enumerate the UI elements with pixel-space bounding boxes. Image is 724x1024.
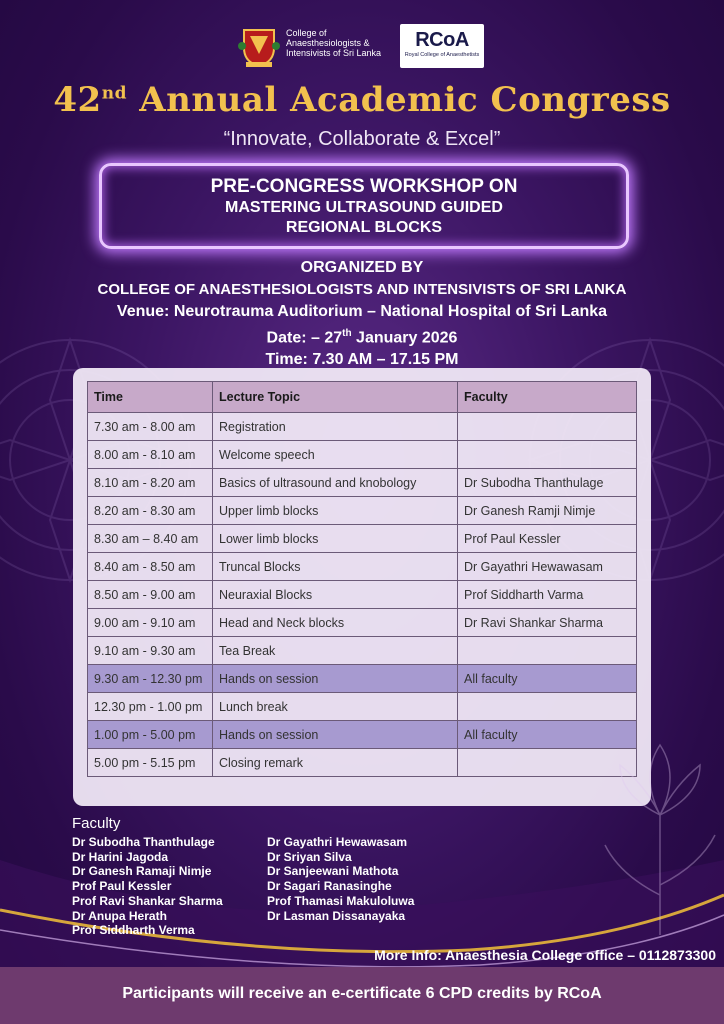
cell-topic: Closing remark (213, 749, 458, 777)
table-row (88, 441, 637, 469)
rcoa-logo (400, 24, 484, 68)
cell-faculty (458, 693, 637, 721)
cell-time: 7.30 am - 8.00 am (88, 413, 213, 441)
cell-topic: Neuraxial Blocks (213, 581, 458, 609)
college-crest-logo (238, 24, 280, 68)
more-info-contact: More Info: Anaesthesia College office – 0112873300 (374, 947, 716, 963)
congress-title (0, 80, 724, 120)
cell-faculty: Dr Subodha Thanthulage (458, 469, 637, 497)
header-faculty: Faculty (458, 382, 637, 413)
organizer-block (0, 257, 724, 371)
cell-time: 9.00 am - 9.10 am (88, 609, 213, 637)
schedule-card (73, 368, 651, 806)
title-ordinal-suffix: nd (101, 83, 127, 104)
cell-time: 8.50 am - 9.00 am (88, 581, 213, 609)
cell-topic: Hands on session (213, 721, 458, 749)
date-month-year: January 2026 (351, 329, 458, 347)
table-row (88, 693, 637, 721)
cell-time: 5.00 pm - 5.15 pm (88, 749, 213, 777)
date-text (0, 323, 724, 349)
faculty-name: Dr Sriyan Silva (267, 849, 352, 864)
table-row (88, 637, 637, 665)
cell-topic: Upper limb blocks (213, 497, 458, 525)
faculty-name: Prof Ravi Shankar Sharma (72, 893, 223, 908)
schedule-header-row (88, 382, 637, 413)
faculty-name: Dr Harini Jagoda (72, 849, 169, 864)
faculty-name: Dr Lasman Dissanayaka (267, 908, 406, 923)
faculty-name: Dr Anupa Herath (72, 908, 167, 923)
table-row (88, 525, 637, 553)
schedule-table (87, 381, 637, 777)
cell-faculty: Prof Paul Kessler (458, 525, 637, 553)
date-suffix-sup: th (342, 328, 352, 339)
cell-faculty: All faculty (458, 665, 637, 693)
cell-topic: Lower limb blocks (213, 525, 458, 553)
cell-faculty: All faculty (458, 721, 637, 749)
cell-faculty (458, 637, 637, 665)
rcoa-logo-text: RCoA (415, 29, 469, 51)
cell-topic: Truncal Blocks (213, 553, 458, 581)
title-text: Annual Academic Congress (126, 80, 671, 120)
cell-topic: Tea Break (213, 637, 458, 665)
cell-time: 1.00 pm - 5.00 pm (88, 721, 213, 749)
cell-topic: Welcome speech (213, 441, 458, 469)
header-topic: Lecture Topic (213, 382, 458, 413)
organized-by-label: ORGANIZED BY (300, 259, 424, 276)
date-prefix: Date: – 27 (266, 329, 343, 347)
workshop-line-1: PRE-CONGRESS WORKSHOP ON (210, 176, 518, 197)
footer-bar (0, 967, 724, 1024)
table-row (88, 665, 637, 693)
venue-text: Venue: Neurotrauma Auditorium – National Hospital of Sri Lanka (116, 303, 608, 320)
workshop-line-2: MASTERING ULTRASOUND GUIDED (225, 199, 503, 216)
faculty-name: Dr Sagari Ranasinghe (267, 879, 392, 894)
table-row (88, 749, 637, 777)
cell-topic: Registration (213, 413, 458, 441)
rcoa-logo-subtext: Royal College of Anaesthetists (404, 52, 480, 58)
faculty-list-column-2 (267, 835, 414, 923)
lotus-flower-decoration (600, 735, 720, 935)
organizer-name: COLLEGE OF ANAESTHESIOLOGISTS AND INTENSIVISTS OF SRI LANKA (97, 281, 627, 298)
table-row (88, 609, 637, 637)
header-logos (0, 22, 724, 70)
table-row (88, 721, 637, 749)
college-name-line: College of (286, 28, 327, 38)
table-row (88, 581, 637, 609)
cell-topic: Hands on session (213, 665, 458, 693)
faculty-name: Prof Thamasi Makuloluwa (267, 893, 415, 908)
footer-text: Participants will receive an e-certificate 6 CPD credits by RCoA (122, 985, 602, 1002)
cell-faculty: Dr Gayathri Hewawasam (458, 553, 637, 581)
faculty-name: Dr Subodha Thanthulage (72, 835, 215, 849)
faculty-name: Prof Paul Kessler (72, 879, 172, 894)
faculty-heading: Faculty (72, 815, 121, 832)
title-ordinal: 42 (53, 80, 102, 120)
cell-time: 8.20 am - 8.30 am (88, 497, 213, 525)
faculty-name: Prof Siddharth Verma (72, 923, 195, 938)
table-row (88, 469, 637, 497)
faculty-name: Dr Ganesh Ramaji Nimje (72, 864, 212, 879)
cell-time: 12.30 pm - 1.00 pm (88, 693, 213, 721)
congress-tagline: “Innovate, Collaborate & Excel” (223, 128, 501, 150)
cell-time: 8.30 am – 8.40 am (88, 525, 213, 553)
cell-topic: Basics of ultrasound and knobology (213, 469, 458, 497)
time-text: Time: 7.30 AM – 17.15 PM (265, 351, 459, 369)
cell-faculty (458, 441, 637, 469)
cell-topic: Head and Neck blocks (213, 609, 458, 637)
cell-faculty: Prof Siddharth Varma (458, 581, 637, 609)
workshop-title-box (99, 163, 629, 249)
cell-time: 9.10 am - 9.30 am (88, 637, 213, 665)
cell-time: 8.10 am - 8.20 am (88, 469, 213, 497)
table-row (88, 553, 637, 581)
college-name-logo-text (286, 28, 381, 58)
schedule-body (88, 413, 637, 777)
cell-time: 8.40 am - 8.50 am (88, 553, 213, 581)
cell-faculty (458, 413, 637, 441)
cell-time: 9.30 am - 12.30 pm (88, 665, 213, 693)
header-time: Time (88, 382, 213, 413)
table-row (88, 497, 637, 525)
college-name-line: Anaesthesiologists & (286, 38, 370, 48)
workshop-line-3: REGIONAL BLOCKS (285, 219, 443, 236)
cell-topic: Lunch break (213, 693, 458, 721)
college-name-line: Intensivists of Sri Lanka (286, 48, 382, 58)
cell-faculty: Dr Ganesh Ramji Nimje (458, 497, 637, 525)
cell-faculty: Dr Ravi Shankar Sharma (458, 609, 637, 637)
faculty-list-column-1 (72, 835, 223, 938)
faculty-name: Dr Sanjeewani Mathota (267, 864, 399, 879)
cell-time: 8.00 am - 8.10 am (88, 441, 213, 469)
table-row (88, 413, 637, 441)
faculty-name: Dr Gayathri Hewawasam (267, 835, 408, 849)
